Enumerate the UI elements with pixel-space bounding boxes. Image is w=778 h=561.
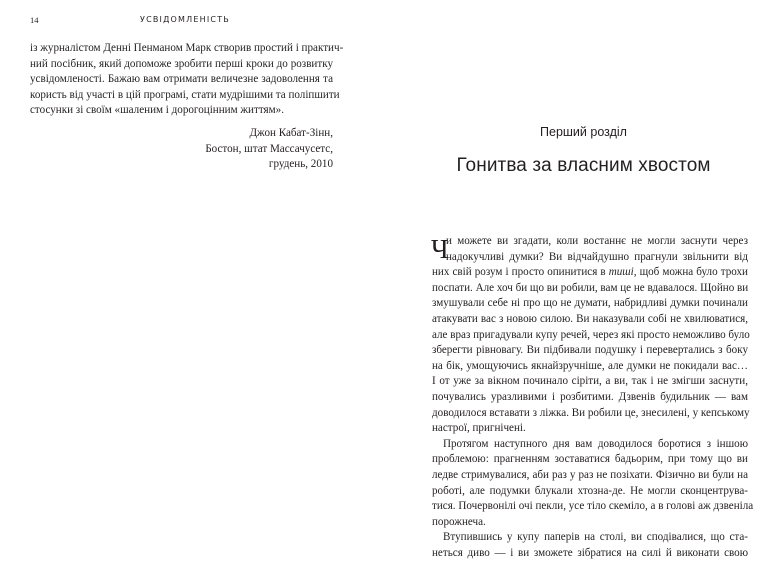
text-line: настрої, пригнічені. [432, 422, 526, 435]
text-line: змушували себе ні про що не думати, набридливі думки починали [432, 297, 748, 310]
text-line: І от уже за вікном починало сіріти, а ви, так і не змігши заснути, [432, 375, 748, 388]
text-line: почувались уразливими і розбитими. Дзвенів будильник — вам [432, 390, 748, 403]
signature-name: Джон Кабат-Зінн, [249, 127, 333, 139]
text-line [432, 265, 748, 281]
text-line: користь від участі в цій програмі, стати мудрішими та поліпшити [30, 88, 340, 101]
text-line: ний посібник, який допоможе зробити перші кроки до розвитку [30, 57, 333, 70]
text-line: поспати. Але хоч би що ви робили, вам це не вдавалося. Щойно ви [432, 281, 749, 294]
text-line: тися. Почервонілі очі пекли, усе тіло скеміло, а в голові аж дзвеніла [432, 500, 754, 513]
text-line: неться диво — і ви зможете зібратися на силі й виконати свою [432, 546, 748, 559]
text-line: Протягом наступного дня вам доводилося боротися з іншою [443, 437, 748, 450]
text-line: доводилося вставати з ліжка. Ви робили це, знесилені, у кепському [432, 406, 750, 419]
text-line: Втупившись у купу паперів на столі, ви сподівалися, що ста- [443, 531, 748, 544]
text-line: але враз пригадували купу речей, через які просто неможливо було [432, 328, 750, 341]
text-segment: , щоб можна було трохи [633, 266, 748, 279]
right-page [389, 0, 778, 559]
left-page [0, 0, 389, 546]
chapter-body [431, 234, 754, 561]
chapter-title: Гонитва за власним хвостом [456, 155, 711, 176]
text-segment: них свій розум і просто опинитися в [432, 266, 609, 279]
text-line: усвідомленості. Бажаю вам отримати величезне задоволення та [30, 73, 333, 86]
text-line: и можете ви згадати, коли востаннє не могли заснути через [446, 235, 748, 247]
emphasis-word: тиші [608, 266, 634, 279]
text-line: ледве стримувалися, аби раз у раз не позіхати. Фізично ви були на [432, 468, 748, 481]
signature-place: Бостон, штат Массачусетс, [205, 142, 333, 155]
text-line: зберегти рівновагу. Ви підбивали подушку і перевертались з боку [432, 344, 748, 357]
running-title: УСВІДОМЛЕНІСТЬ [140, 15, 230, 24]
text-line: роботі, але подумки блукали хтозна-де. Не могли сконцентрува- [432, 484, 748, 497]
signature-date: грудень, 2010 [268, 158, 333, 171]
text-line: атакувати вас з новою силою. Ви наказували собі не хвилюватися, [432, 312, 748, 325]
drop-cap: Ч [431, 234, 449, 264]
page-number: 14 [30, 15, 39, 25]
text-line: із журналістом Денні Пенманом Марк створив простий і практич- [30, 42, 344, 54]
text-line: надокучливі думки? Ви відчайдушно прагнули звільнити від [446, 250, 748, 263]
chapter-label: Перший розділ [540, 125, 627, 139]
text-line: на бік, умощуючись якнайзручніше, але думки не покидали вас… [432, 359, 748, 372]
foreword-closing-paragraph [30, 41, 344, 119]
text-line: стосунки зі своїм «шаленим і дорогоцінним життям». [30, 104, 284, 117]
signature-block [205, 126, 333, 173]
text-line: проблемою: прагненням зоставатися бадьорим, при тому що ви [432, 453, 748, 466]
text-line: порожнеча. [432, 515, 486, 528]
